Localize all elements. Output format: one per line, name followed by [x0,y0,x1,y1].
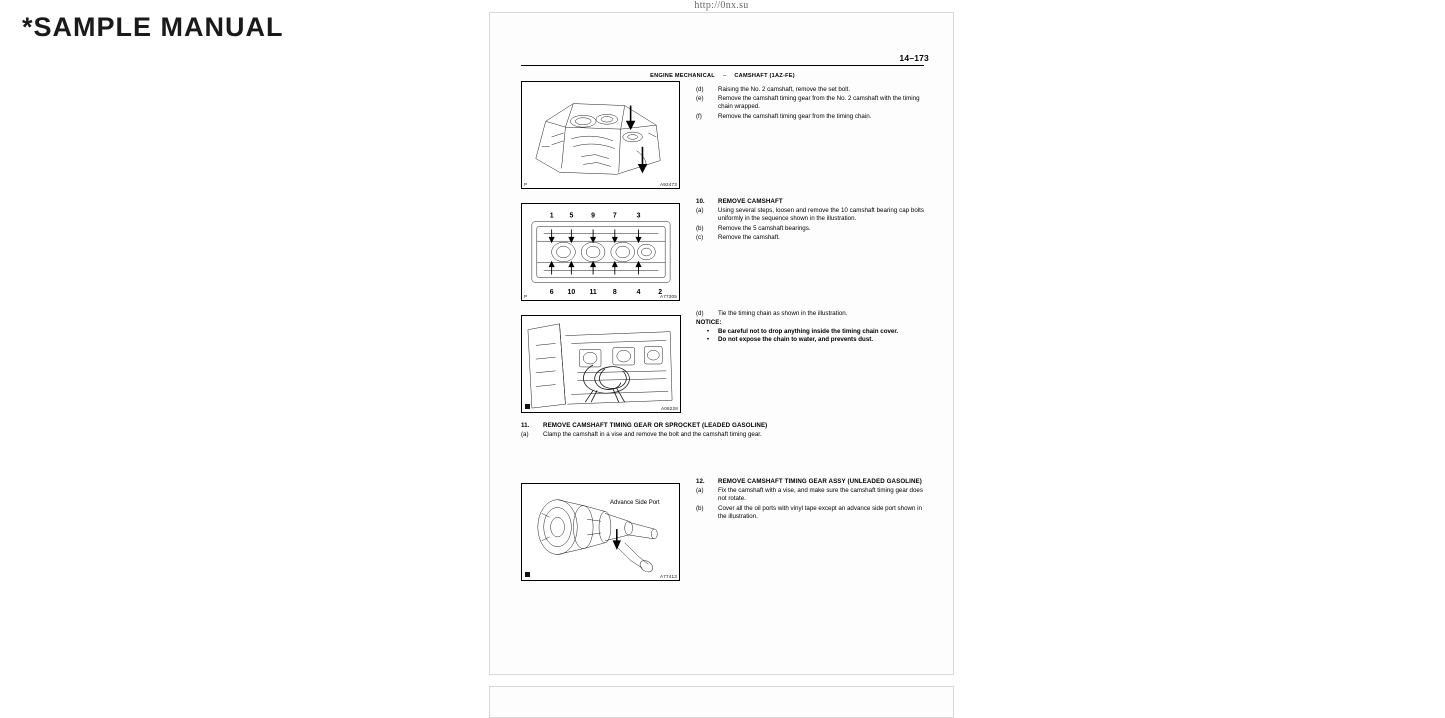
svg-text:11: 11 [589,289,597,297]
page-content [490,13,955,676]
step-text: Remove the camshaft timing gear from the No. 2 camshaft with the timing chain wrapped. [718,95,920,111]
step-text: Remove the 5 camshaft bearings. [718,224,811,232]
notice-item [696,336,924,344]
block-step-11 [521,422,924,440]
svg-text:2: 2 [658,289,663,297]
step-mark: (a) [696,487,704,495]
notice-label: NOTICE: [696,319,722,327]
next-page-sheet [489,686,954,718]
step-row [696,505,924,521]
step-heading-row [521,422,924,430]
step-text: Raising the No. 2 camshaft, remove the set bolt. [718,86,851,93]
step-row [696,86,924,94]
block-continued-steps [696,86,924,122]
notice-item [696,328,924,336]
step-heading-row [696,198,924,206]
step-heading-row [696,478,924,486]
svg-text:4: 4 [636,289,641,297]
page-number: 14–173 [899,53,929,63]
figure-bearing-cap-bolt-sequence [521,203,680,301]
svg-text:7: 7 [612,212,617,220]
step-row [696,310,924,318]
step-number: 10. [696,198,705,205]
figure-2-code: A77305 [659,294,677,299]
step-mark: (a) [521,431,529,439]
step-row [696,225,924,233]
svg-text:6: 6 [549,289,554,297]
step-mark: (c) [696,233,704,241]
step-text: Clamp the camshaft in a vise and remove the bolt and the camshaft timing gear. [543,431,762,439]
notice-text: Be careful not to drop anything inside the timing chain cover. [718,327,899,335]
step-row [696,234,924,242]
step-mark: (d) [696,310,704,317]
step-mark: (d) [696,86,704,93]
figure-4-callout-label: Advance Side Port [610,500,660,506]
step-mark: (b) [696,224,704,232]
step-number: 12. [696,478,705,485]
block-step-12 [696,478,924,522]
figure-3-illustration [522,316,680,412]
figure-1-illustration [522,82,679,188]
step-mark: (e) [696,95,704,103]
step-text: Cover all the oil ports with vinyl tape except an advance side port shown in the illustration. [718,504,922,520]
sample-manual-watermark: *SAMPLE MANUAL [22,12,284,42]
notice-text: Do not expose the chain to water, and prevents dust. [718,336,874,344]
step-text: Remove the camshaft timing gear from the timing chain. [718,112,872,120]
svg-text:8: 8 [612,289,617,297]
svg-text:9: 9 [591,212,596,220]
header-section-left: ENGINE MECHANICAL [650,73,715,79]
step-row [696,487,924,503]
bullet-icon: • [706,336,710,344]
figure-tie-timing-chain [521,315,681,413]
manual-page-sheet [489,12,954,675]
block-step-10 [696,198,924,243]
figure-1-corner-mark: P [524,182,528,187]
step-heading-text: REMOVE CAMSHAFT [718,198,783,205]
step-text: Tie the timing chain as shown in the illustration. [718,310,848,317]
figure-3-corner-mark [525,404,530,409]
svg-text:10: 10 [567,289,576,297]
svg-text:3: 3 [636,212,641,220]
step-text: Fix the camshaft with a vise, and make sure the camshaft timing gear does not rotate. [718,487,923,503]
figure-advance-side-port [521,483,680,581]
step-row [696,113,924,121]
header-separator: – [722,73,727,79]
step-mark: (f) [696,112,702,120]
site-url-text: http://0nx.su [694,0,749,11]
block-notice [696,310,924,344]
step-mark: (a) [696,207,704,215]
figure-4-code: A77413 [659,574,677,579]
step-heading-text: REMOVE CAMSHAFT TIMING GEAR ASSY (UNLEADED GASOLINE) [718,478,922,485]
svg-text:5: 5 [569,212,574,220]
step-text: Using several steps, loosen and remove the 10 camshaft bearing cap bolts uniformly in the sequence shown in the illustration. [718,207,924,223]
document-column [489,0,954,718]
figure-2-illustration [522,204,679,300]
step-heading-text: REMOVE CAMSHAFT TIMING GEAR OR SPROCKET (LEADED GASOLINE) [543,422,768,429]
step-row [696,207,924,223]
figure-camshaft-removal [521,81,680,189]
step-row [521,431,924,439]
step-text: Remove the camshaft. [718,233,780,241]
figure-1-code: A92473 [659,182,677,187]
header-section-right: CAMSHAFT (1AZ-FE) [734,73,795,79]
step-number: 11. [521,422,530,429]
step-row [696,95,924,111]
step-mark: (b) [696,504,704,512]
bullet-icon: • [706,327,710,335]
figure-2-corner-mark: P [524,294,528,299]
figure-3-code: A06228 [660,406,678,411]
svg-text:1: 1 [549,212,554,220]
figure-4-corner-mark [525,572,530,577]
